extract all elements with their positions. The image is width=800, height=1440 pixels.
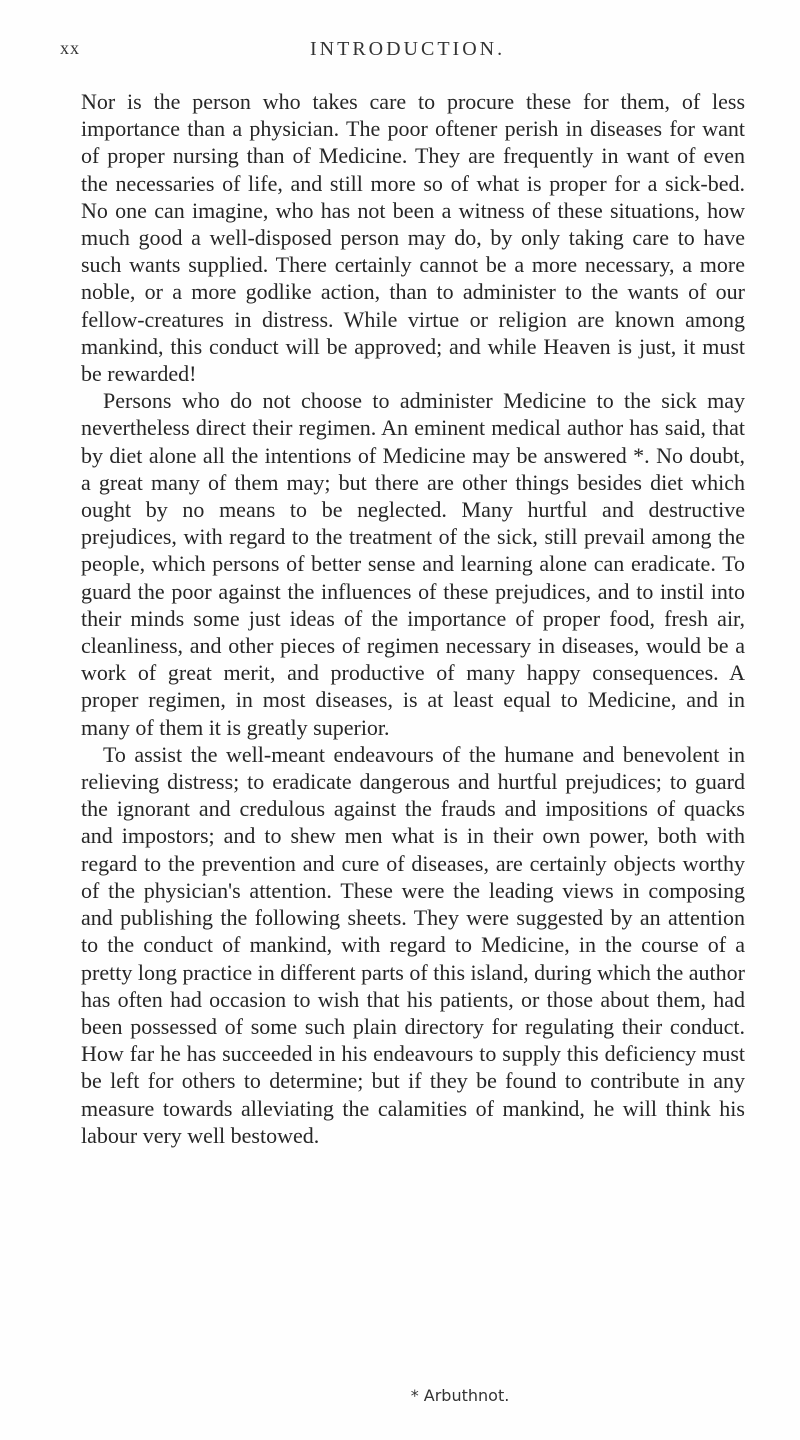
paragraph-1: Nor is the person who takes care to procure these for them, of less importance than a physician. The poor oftener perish in diseases for want of proper nursing than of Medicine. They are frequently in want of even the necessaries of life, and still more so of what is proper for a sick-bed. No one can imagine, who has not been a witness of these situations, how much good a well-disposed person may do, by only taking care to have such wants supplied. There certainly cannot be a more necessary, a more noble, or a more godlike action, than to administer to the wants of our fellow-creatures in distress. While virtue or religion are known among mankind, this conduct will be approved; and while Heaven is just, it must be rewarded! <box>81 89 745 387</box>
page-header <box>60 38 760 62</box>
paragraph-3: To assist the well-meant endeavours of the humane and benevolent in relieving distress; to eradicate dangerous and hurtful prejudices; to guard the ignorant and credulous against the frauds and impositions of quacks and impostors; and to shew men what is in their own power, both with regard to the prevention and cure of diseases, are certainly objects worthy of the physician's attention. These were the leading views in composing and publishing the following sheets. They were suggested by an attention to the conduct of mankind, with regard to Medicine, in the course of a pretty long practice in different parts of this island, during which the author has often had occasion to wish that his patients, or those about them, had been possessed of some such plain directory for regulating their conduct. How far he has succeeded in his endeavours to supply this deficiency must be left for others to determine; but if they be found to contribute in any measure towards alleviating the calamities of mankind, he will think his labour very well bestowed. <box>81 741 745 1148</box>
body-text <box>81 88 745 1149</box>
running-head: INTRODUCTION. <box>310 38 506 60</box>
page-number: xx <box>60 38 80 58</box>
paragraph-2: Persons who do not choose to administer Medicine to the sick may nevertheless direct their regimen. An eminent medical author has said, that by diet alone all the intentions of Medicine may be answered *. No doubt, a great many of them may; but there are other things besides diet which ought by no means to be neglected. Many hurtful and destructive prejudices, with regard to the treatment of the sick, still prevail among the people, which persons of better sense and learning alone can eradicate. To guard the poor against the influences of these prejudices, and to instil into their minds some just ideas of the importance of proper food, fresh air, cleanliness, and other pieces of regimen necessary in diseases, would be a work of great merit, and productive of many happy consequences. A proper regimen, in most diseases, is at least equal to Medicine, and in many of them it is greatly superior. <box>81 388 745 740</box>
footnote: * Arbuthnot. <box>410 1386 510 1405</box>
